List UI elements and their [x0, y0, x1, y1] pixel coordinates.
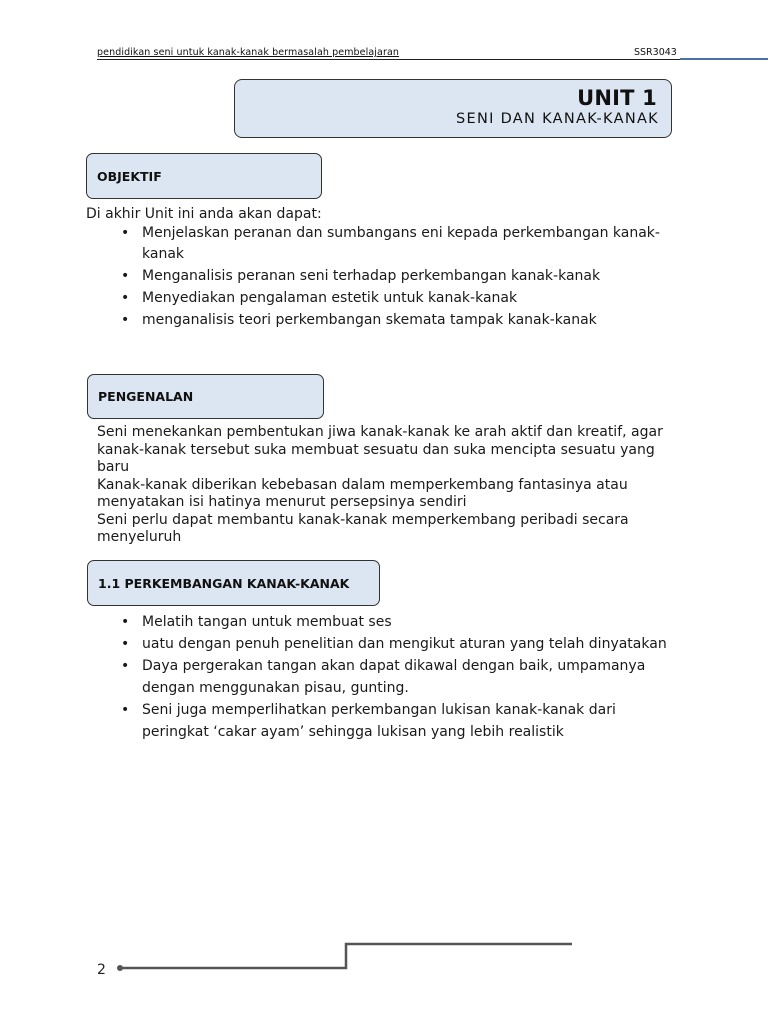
list-item: • Daya pergerakan tangan akan dapat dikawal dengan baik, umpamanya dengan menggunakan pisau, gunting. — [117, 655, 677, 699]
objektif-intro: Di akhir Unit ini anda akan dapat: — [86, 206, 322, 222]
list-item: • Menganalisis peranan seni terhadap perkembangan kanak-kanak — [117, 265, 677, 287]
unit-title: SENI DAN KANAK-KANAK — [456, 111, 659, 127]
header-rule-accent — [680, 58, 768, 60]
unit-title-box — [234, 79, 672, 138]
section-heading-pengenalan-label: PENGENALAN — [98, 389, 194, 404]
paragraph: Seni menekankan pembentukan jiwa kanak-kanak ke arah aktif dan kreatif, agar kanak-kanak tersebut suka membuat sesuatu dan suka mencipta sesuatu yang baru — [97, 424, 663, 475]
running-header-code: SSR3043 — [634, 47, 677, 58]
list-item: • Melatih tangan untuk membuat ses — [117, 611, 677, 633]
pengenalan-body — [97, 424, 687, 547]
perkembangan-list — [117, 611, 677, 743]
list-item: • Menjelaskan peranan dan sumbangans eni kepada perkembangan kanak-kanak — [117, 223, 677, 265]
section-heading-objektif — [86, 153, 322, 199]
section-heading-perkembangan — [87, 560, 380, 606]
unit-number: UNIT 1 — [577, 86, 657, 110]
list-item: • Menyediakan pengalaman estetik untuk kanak-kanak — [117, 287, 677, 309]
footer-dot — [117, 965, 123, 971]
paragraph: Seni perlu dapat membantu kanak-kanak memperkembang peribadi secara menyeluruh — [97, 511, 629, 545]
section-heading-pengenalan — [87, 374, 324, 419]
list-item: • uatu dengan penuh penelitian dan mengikut aturan yang telah dinyatakan — [117, 633, 677, 655]
page-number: 2 — [97, 962, 106, 978]
list-item: • menganalisis teori perkembangan skemata tampak kanak-kanak — [117, 309, 677, 331]
paragraph: Kanak-kanak diberikan kebebasan dalam memperkembang fantasinya atau menyatakan isi hatinya menurut persepsinya sendiri — [97, 476, 628, 510]
header-rule — [97, 59, 768, 60]
section-heading-objektif-label: OBJEKTIF — [97, 168, 162, 184]
list-item: • Seni juga memperlihatkan perkembangan lukisan kanak-kanak dari peringkat ‘cakar ayam’ sehingga lukisan yang lebih realistik — [117, 699, 677, 743]
objektif-list — [117, 223, 677, 331]
section-heading-perkembangan-label: 1.1 PERKEMBANGAN KANAK-KANAK — [98, 575, 350, 591]
running-header-title: pendidikan seni untuk kanak-kanak bermasalah pembelajaran — [97, 47, 399, 58]
